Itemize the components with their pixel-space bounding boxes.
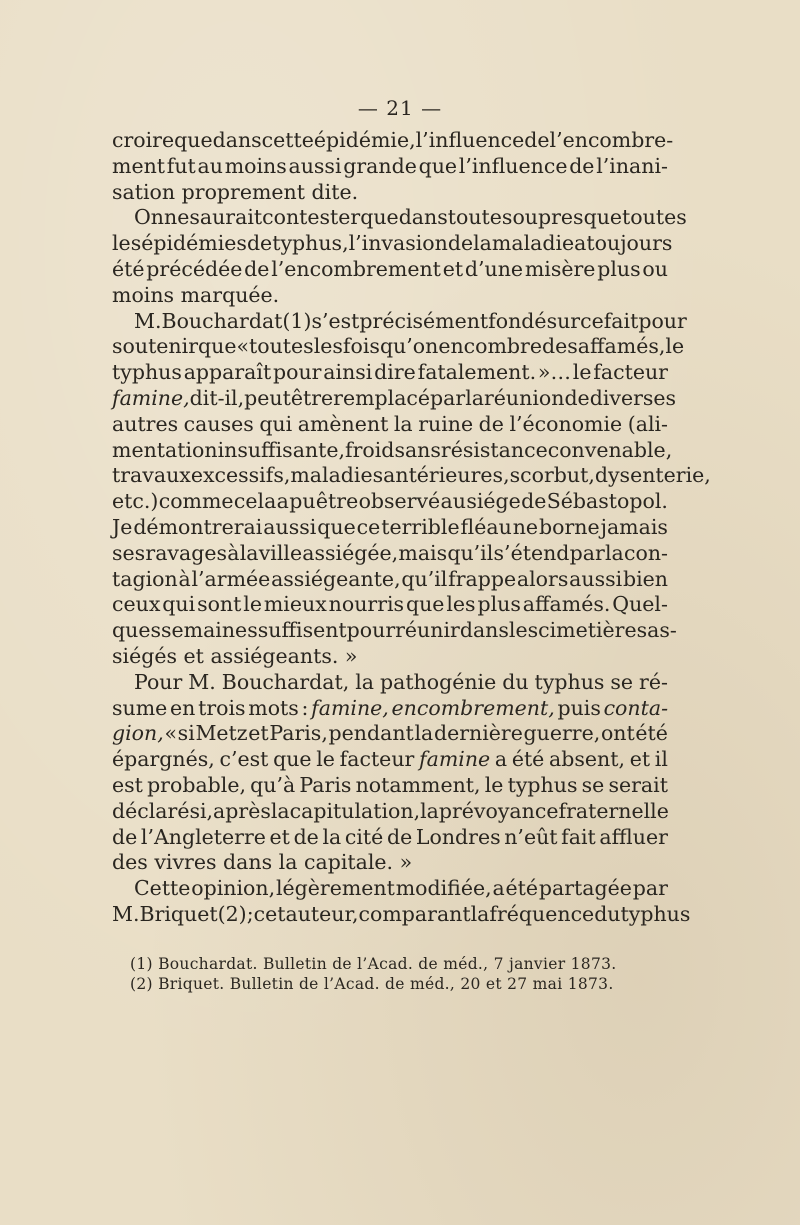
text-line: Cette opinion, légèrement modifiée, a été partagée par <box>134 876 668 901</box>
text-line: travaux excessifs, maladies antérieures, scorbut, dysenterie, <box>112 463 711 488</box>
text-line: été précédée de l’encombrement et d’une misère plus ou <box>112 256 668 281</box>
page-number: — 21 — <box>357 96 443 120</box>
text-line: moins marquée. <box>112 282 280 307</box>
text-line: sume en trois mots : famine, encombrement, puis conta- <box>112 695 668 720</box>
text-line: les épidémies de typhus, l’invasion de la maladie a toujours <box>112 231 673 256</box>
text-line: etc.) comme cela a pu être observé au siége de Sébastopol. <box>112 489 668 514</box>
text-line: M. Briquet (2) ; cet auteur, comparant la fréquence du typhus <box>112 901 691 926</box>
text-line: tagion à l’armée assiégeante, qu’il frappe alors aussi bien <box>112 566 668 591</box>
text-line: Pour M. Bouchardat, la pathogénie du typhus se ré- <box>134 669 668 694</box>
text-line: mentation insuffisante, froid sans résistance convenable, <box>112 437 673 462</box>
footnote: (2) Briquet. Bulletin de l’Acad. de méd., 20 et 27 mai 1873. <box>130 975 614 993</box>
text-line: Je démontrerai aussi que ce terrible fléau ne borne jamais <box>112 514 668 539</box>
body-text <box>112 128 711 928</box>
text-line: ses ravages à la ville assiégée, mais qu’il s’étend par la con- <box>112 540 668 565</box>
text-line: des vivres dans la capitale. » <box>112 850 413 875</box>
text-line: de l’Angleterre et de la cité de Londres n’eût fait affluer <box>112 824 668 849</box>
footnotes <box>130 954 650 994</box>
text-line: On ne saurait contester que dans toutes ou presque toutes <box>134 205 687 230</box>
text-line: gion, « si Metz et Paris, pendant la dernière guerre, ont été <box>112 721 668 746</box>
text-line: déclaré si, après la capitulation, la prévoyance fraternelle <box>112 798 669 823</box>
text-line: siégés et assiégeants. » <box>112 643 358 668</box>
text-line: ceux qui sont le mieux nourris que les plus affamés. Quel- <box>112 592 668 617</box>
text-line: autres causes qui amènent la ruine de l’économie (ali- <box>112 411 668 436</box>
text-line: soutenir que « toutes les fois qu’on encombre des affamés, le <box>112 334 685 359</box>
text-line: sation proprement dite. <box>112 179 359 204</box>
text-line: ques semaines suffisent pour réunir dans les cimetières as- <box>112 618 677 643</box>
text-line: M. Bouchardat (1) s’est précisément fondé sur ce fait pour <box>134 308 687 333</box>
text-line: épargnés, c’est que le facteur famine a été absent, et il <box>112 747 668 772</box>
text-line: typhus apparaît pour ainsi dire fatalement. »… le facteur <box>112 360 668 385</box>
text-line: croire que dans cette épidémie, l’influence de l’encombre- <box>112 128 674 152</box>
text-line: famine, dit-il, peut être remplacé par la réunion de diverses <box>112 385 677 410</box>
text-line: est probable, qu’à Paris notamment, le typhus se serait <box>112 772 668 797</box>
footnote: (1) Bouchardat. Bulletin de l’Acad. de méd., 7 janvier 1873. <box>130 955 617 973</box>
text-line: ment fut au moins aussi grande que l’influence de l’inani- <box>112 153 668 178</box>
